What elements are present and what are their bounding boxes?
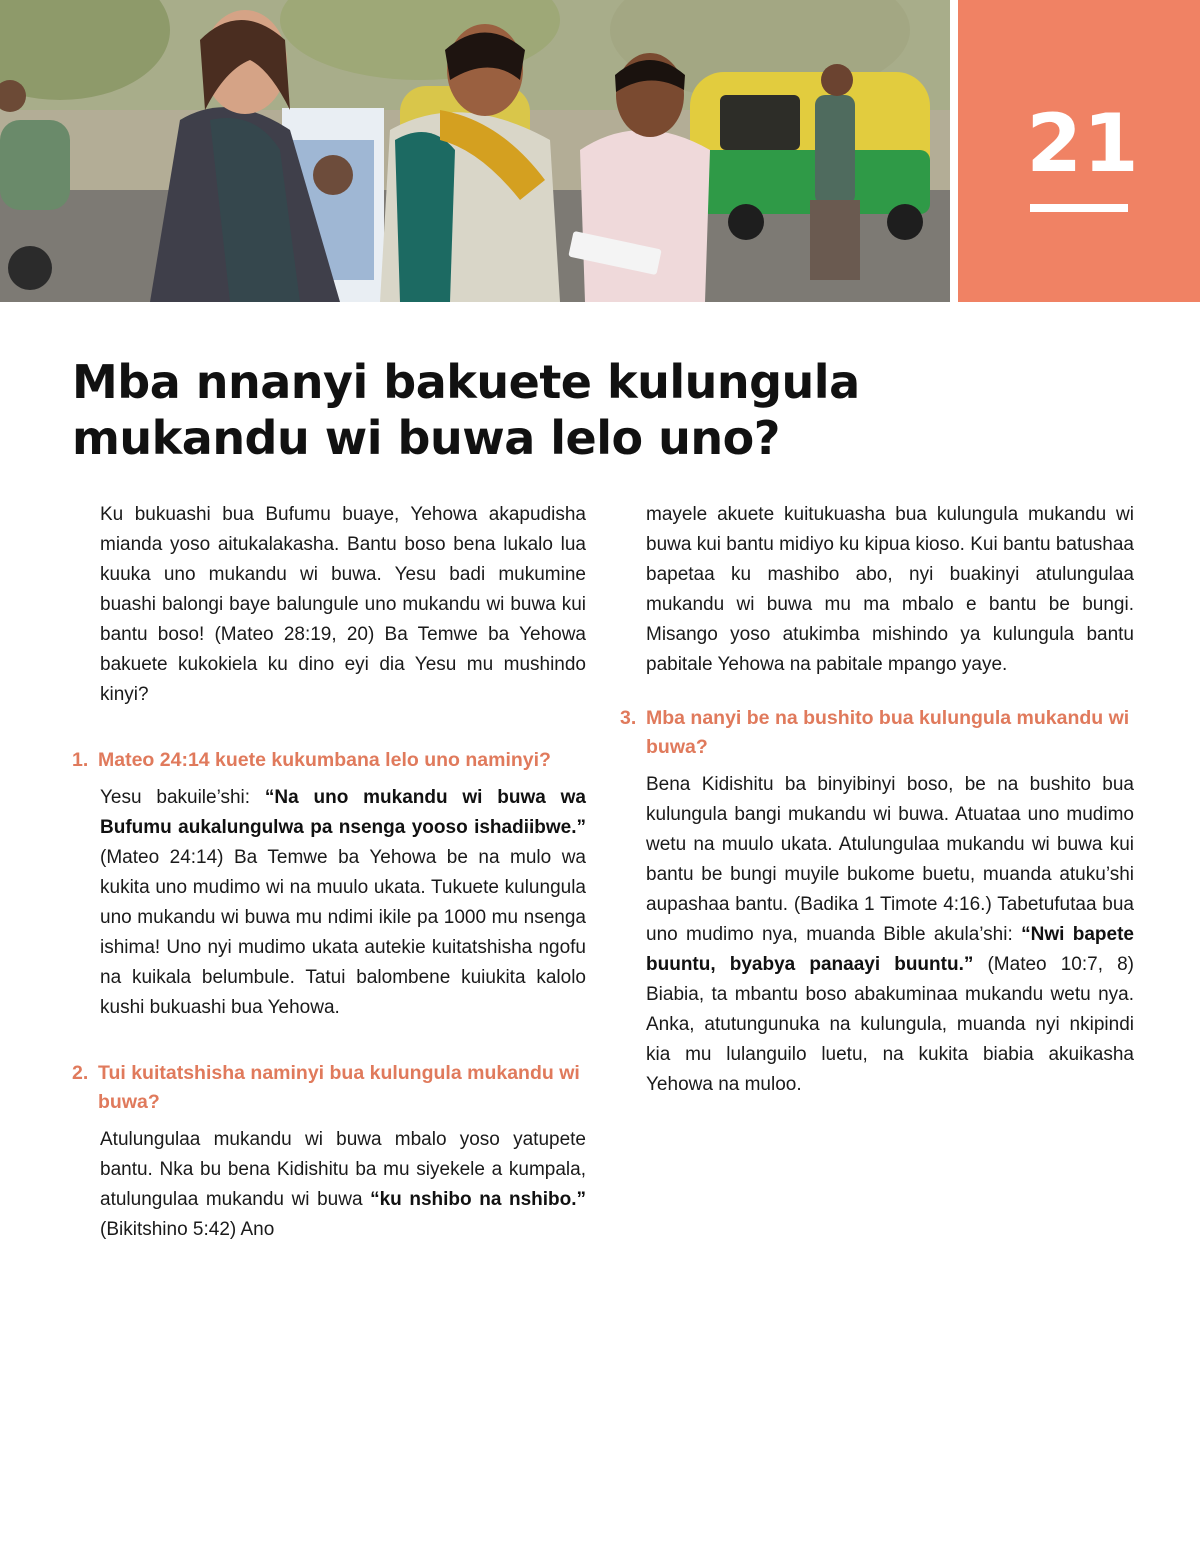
left-column: [72, 500, 586, 1245]
text-run: (Bikitshino 5:42) Ano: [100, 1219, 275, 1240]
lesson-number: 21: [1026, 97, 1140, 190]
question-1-heading: [72, 746, 586, 775]
text-run: Atulungulaa mukandu wi buwa mbalo yoso yatupete bantu. Nka bu bena Kidishitu ba mu siyekele a kumpala, atulungulaa mukandu wi buwa: [100, 1129, 586, 1210]
lesson-number-badge: [958, 0, 1200, 302]
text-run: Yesu bakuile’shi:: [100, 787, 265, 808]
question-text: Tui kuitatshisha naminyi bua kulungula mukandu wi buwa?: [98, 1062, 580, 1113]
question-number: 1.: [72, 749, 89, 771]
question-text: Mateo 24:14 kuete kukumbana lelo uno naminyi?: [98, 749, 551, 771]
section-2-paragraph-part2: mayele akuete kuitukuasha bua kulungula mukandu wi buwa kui bantu midiyo ku kipua kioso. Kui bantu batushaa bapetaa ku mashibo abo, nyi buakinyi atulungulaa mukandu wi buwa mu ma mbalo e bantu be bungi. Misango yoso atukimba mishindo ya kulungula bantu pabitale Yehowa na pabitale mpango yaye.: [646, 504, 1134, 675]
bold-quote: “Nwi bapete buuntu, byabya panaayi buuntu.”: [646, 924, 1134, 975]
lesson-title: Mba nnanyi bakuete kulungula mukandu wi buwa lelo uno?: [72, 355, 860, 465]
lesson-underline: [1030, 204, 1128, 212]
right-column: [620, 500, 1134, 1100]
section-2-paragraph-part1: [72, 1125, 586, 1245]
text-run: Bena Kidishitu ba binyibinyi boso, be na bushito bua kulungula bangi mukandu wi buwa. Atuataa uno mudimo wetu na muulo ukata. Atulungulaa mukandu wi buwa kui bantu be bungi muyile bukome buetu, muanda atuku’shi aupashaa bantu. (Badika 1 Timote 4:16.) Tabetufutaa bua uno mudimo nya, muanda Bible akula’shi:: [646, 774, 1134, 945]
bold-quote: “ku nshibo na nshibo.”: [370, 1189, 587, 1210]
question-number: 2.: [72, 1062, 89, 1084]
question-3-heading: [620, 704, 1134, 762]
question-text: Mba nanyi be na bushito bua kulungula mukandu wi buwa?: [646, 707, 1130, 758]
question-number: 3.: [620, 707, 637, 729]
bold-quote: “Na uno mukandu wi buwa wa Bufumu aukalungulwa pa nsenga yooso ishadiibwe.”: [100, 787, 586, 838]
section-3-paragraph: [620, 770, 1134, 1100]
header-photo: [0, 0, 950, 302]
question-2-heading: [72, 1059, 586, 1117]
text-run: (Mateo 10:7, 8) Biabia, ta mbantu boso abakuminaa mukandu wetu nya. Anka, atutungunuka na kulungula, muanda nyi nkipindi kia mu lulanguilo luetu, na kukita biabia akuikasha Yehowa na muloo.: [646, 954, 1134, 1095]
text-run: (Mateo 24:14) Ba Temwe ba Yehowa be na mulo wa kukita uno mudimo wi na muulo ukata. Tukuete kulungula uno mukandu wi buwa mu ndimi ikile pa 1000 mu nsenga ishima! Uno nyi mudimo ukata autekie kuitatshisha ngofu na kuikala belumbule. Tatui balombene kuiukita kalolo kushi bukuashi bua Yehowa.: [100, 847, 586, 1018]
intro-paragraph: Ku bukuashi bua Bufumu buaye, Yehowa akapudisha mianda yoso aitukalakasha. Bantu boso bena lukalo lua kuuka uno mukandu wi buwa. Yesu badi mukumine buashi balongi baye balungule uno mukandu wi buwa kui bantu boso! (Mateo 28:19, 20) Ba Temwe ba Yehowa bakuete kukokiela ku dino eyi dia Yesu mu mushindo kinyi?: [100, 504, 586, 705]
street-scene-illustration: [0, 0, 950, 302]
section-1-paragraph: [72, 783, 586, 1023]
